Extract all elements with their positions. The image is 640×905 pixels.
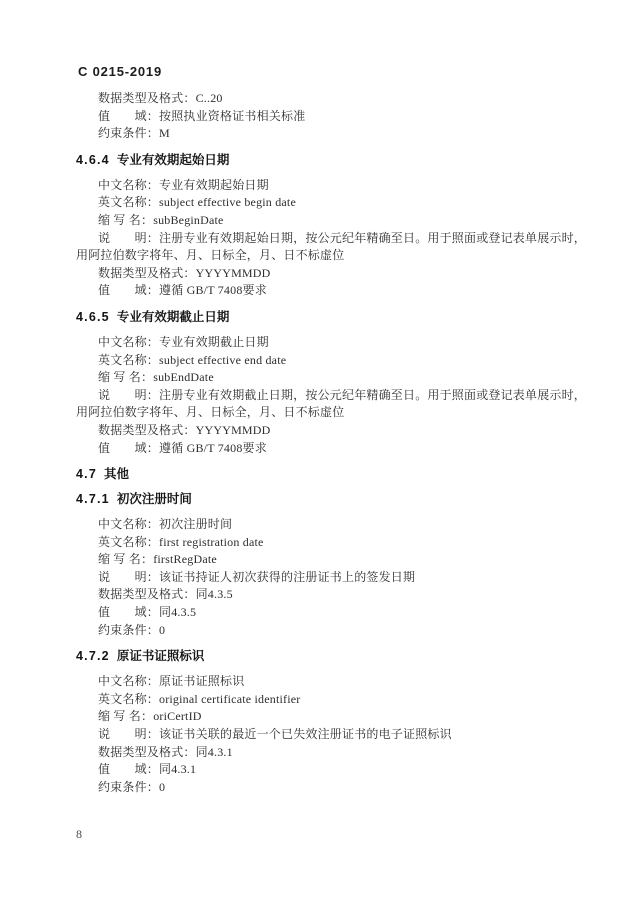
doc-line-cn-name: 中文名称：原证书证照标识	[98, 674, 245, 689]
doc-line-constraint: 约束条件：0	[98, 622, 166, 637]
doc-line-data-type: 数据类型及格式：YYYYMMDD	[98, 265, 271, 280]
section-body-4-6-5	[76, 334, 588, 457]
doc-line-value-domain: 值 域：遵循 GB/T 7408要求	[98, 283, 267, 298]
doc-line-abbr: 缩 写 名：firstRegDate	[98, 552, 217, 567]
section-title: 初次注册时间	[116, 492, 192, 507]
section-heading-4-7	[76, 466, 588, 482]
page-content	[76, 64, 588, 796]
section-heading-4-6-5	[76, 309, 588, 325]
doc-line-en-name: 英文名称：first registration date	[98, 534, 264, 549]
doc-line-abbr: 缩 写 名：oriCertID	[98, 709, 202, 724]
doc-line-value-domain: 值 域：同4.3.1	[98, 762, 197, 777]
doc-line-cn-name: 中文名称：专业有效期起始日期	[98, 177, 269, 192]
doc-line-constraint: 约束条件：0	[98, 779, 166, 794]
section-number: 4.7.2	[76, 649, 110, 664]
section-heading-4-7-2	[76, 648, 588, 664]
doc-line-description: 说 明：该证书持证人初次获得的注册证书上的签发日期	[98, 569, 416, 584]
section-title: 专业有效期截止日期	[116, 309, 230, 324]
doc-line-en-name: 英文名称：subject effective end date	[98, 352, 287, 367]
section-title: 其他	[103, 467, 129, 482]
doc-line-en-name: 英文名称：original certificate identifier	[98, 691, 301, 706]
section-heading-4-6-4	[76, 152, 588, 168]
section-number: 4.7	[76, 467, 97, 482]
section-heading-4-7-1	[76, 491, 588, 507]
doc-line-description: 说 明：注册专业有效期起始日期，按公元纪年精确至日。用于照面或登记表单展示时，用阿拉伯数字将年、月、日标全，月、日不标虚位	[76, 230, 587, 263]
section-body-4-6-4	[76, 177, 588, 300]
doc-line-value-domain: 值 域：同4.3.5	[98, 605, 197, 620]
doc-line-data-type: 数据类型及格式：同4.3.1	[98, 744, 233, 759]
doc-line-data-type: 数据类型及格式：YYYYMMDD	[98, 422, 271, 437]
carryover-block	[76, 90, 588, 143]
doc-line-value-domain: 值 域：按照执业资格证书相关标准	[98, 108, 306, 123]
section-body-4-7-2	[76, 673, 588, 796]
section-title: 原证书证照标识	[116, 649, 205, 664]
section-number: 4.7.1	[76, 492, 110, 507]
section-number: 4.6.4	[76, 152, 110, 167]
section-body-4-7-1	[76, 516, 588, 639]
doc-line-abbr: 缩 写 名：subBeginDate	[98, 212, 224, 227]
section-number: 4.6.5	[76, 309, 110, 324]
doc-line-en-name: 英文名称：subject effective begin date	[98, 195, 296, 210]
doc-line-abbr: 缩 写 名：subEndDate	[98, 370, 214, 385]
doc-line-description: 说 明：该证书关联的最近一个已失效注册证书的电子证照标识	[98, 727, 452, 742]
section-title: 专业有效期起始日期	[116, 152, 230, 167]
doc-line-cn-name: 中文名称：初次注册时间	[98, 517, 233, 532]
doc-line-cn-name: 中文名称：专业有效期截止日期	[98, 334, 269, 349]
doc-line-data-type: 数据类型及格式：C..20	[98, 91, 223, 105]
page-number: 8	[76, 827, 82, 841]
doc-line-constraint: 约束条件：M	[98, 126, 170, 141]
doc-line-description: 说 明：注册专业有效期截止日期，按公元纪年精确至日。用于照面或登记表单展示时，用阿拉伯数字将年、月、日标全，月、日不标虚位	[76, 387, 587, 420]
doc-line-data-type: 数据类型及格式：同4.3.5	[98, 587, 233, 602]
standard-number-header: C 0215-2019	[78, 64, 162, 79]
doc-line-value-domain: 值 域：遵循 GB/T 7408要求	[98, 440, 267, 455]
